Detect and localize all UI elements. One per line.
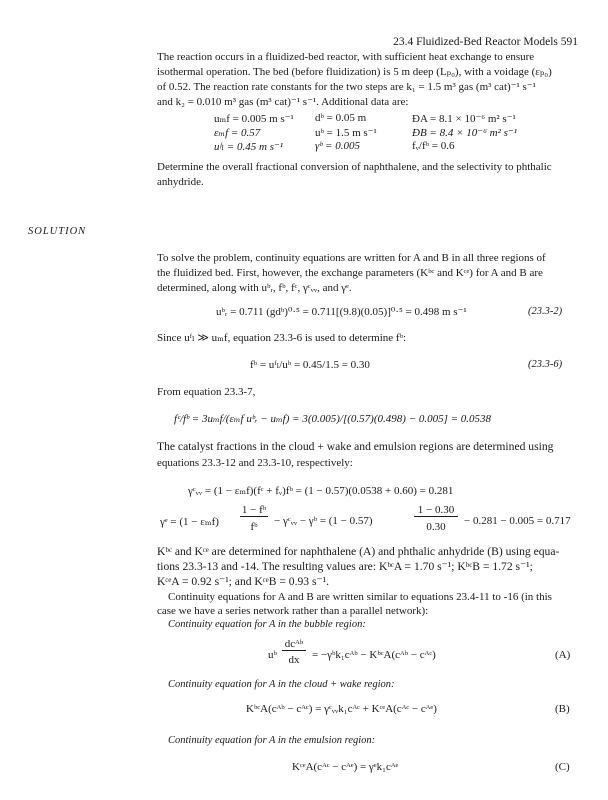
- solution-para-line-1: To solve the problem, continuity equations are written for A and B in all three regions of: [157, 252, 546, 264]
- kbc-line-1: Kᵇᶜ and Kᶜᵉ are determined for naphthalene (A) and phthalic anhydride (B) using equa-: [157, 545, 560, 558]
- catalyst-line-2: equations 23.3-12 and 23.3-10, respectively:: [157, 457, 353, 469]
- gamma-e-frac2-num: 1 − 0.30: [414, 504, 458, 517]
- gamma-e-frac-den: fᵇ: [250, 521, 258, 533]
- equation-number-23-3-2: (23.3-2): [528, 306, 563, 317]
- running-head: 23.4 Fluidized-Bed Reactor Models 591: [393, 36, 578, 48]
- bubble-rhs: = −γᵇk₁cᴬᵇ − KᵇᶜA(cᴬᵇ − cᴬᶜ): [312, 649, 436, 661]
- equation-ubr: uᵇᵣ = 0.711 (gdᵇ)⁰·⁵ = 0.711[(9.8)(0.05)]⁰·⁵ = 0.498 m s⁻¹: [216, 306, 467, 318]
- equation-label-a: (A): [555, 649, 571, 661]
- gamma-e-mid: − γᶜᵥᵥ − γᵇ = (1 − 0.57): [274, 515, 373, 527]
- equation-number-23-3-6: (23.3-6): [528, 359, 563, 370]
- data-gb: γᵇ = 0.005: [315, 140, 360, 152]
- equation-cloud: KᵇᶜA(cᴬᵇ − cᴬᶜ) = γᶜᵥᵥk₁cᴬᶜ + KᶜᵉA(cᴬᶜ − cᴬᵉ): [246, 703, 437, 715]
- bubble-frac-den: dx: [288, 654, 300, 666]
- data-emf: εₘf = 0.57: [214, 127, 261, 139]
- equation-bubble: [268, 638, 518, 670]
- equation-label-b: (B): [555, 703, 570, 715]
- bubble-region-label: Continuity equation for A in the bubble region:: [168, 619, 366, 630]
- data-da: ĐA = 8.1 × 10⁻⁶ m² s⁻¹: [412, 113, 516, 125]
- data-ufl: uᶠₗ = 0.45 m s⁻¹: [214, 141, 284, 153]
- gamma-e-rhs: − 0.281 − 0.005 = 0.717: [464, 515, 571, 527]
- equation-fb: fᵇ = uᶠₗ/uᵇ = 0.45/1.5 = 0.30: [250, 359, 370, 371]
- gamma-e-frac2-den: 0.30: [426, 521, 446, 533]
- bubble-frac-num: dcᴬᵇ: [282, 638, 306, 651]
- cloud-region-label: Continuity equation for A in the cloud + wake region:: [168, 679, 395, 690]
- data-fw: fᵥ/fᵇ = 0.6: [412, 140, 455, 152]
- data-db: dᵇ = 0.05 m: [315, 112, 367, 124]
- kbc-line-5: case we have a series network rather than a parallel network):: [157, 605, 429, 617]
- catalyst-line-1: The catalyst fractions in the cloud + wake and emulsion regions are determined using: [157, 440, 554, 453]
- determine-line-2: anhydride.: [157, 176, 204, 188]
- data-db2: ĐB = 8.4 × 10⁻⁶ m² s⁻¹: [412, 127, 518, 139]
- intro-line-3: of 0.52. The reaction rate constants for the two steps are k₁ = 1.5 m³ gas (m³ cat)⁻¹ s⁻¹: [157, 81, 536, 93]
- equation-gamma-cw: γᶜᵥᵥ = (1 − εₘf)(fᶜ + fᵥ)fᵇ = (1 − 0.57)(0.0538 + 0.60) = 0.281: [188, 485, 454, 497]
- solution-label: SOLUTION: [28, 226, 87, 237]
- intro-line-2: isothermal operation. The bed (before fluidization) is 5 m deep (Lₚ₀), with a voidage (εₚ₀): [157, 66, 552, 78]
- kbc-line-2: tions 23.3-13 and -14. The resulting values are: KᵇᶜA = 1.70 s⁻¹; KᵇᶜB = 1.72 s⁻¹;: [157, 560, 533, 573]
- data-ub: uᵇ = 1.5 m s⁻¹: [315, 127, 377, 139]
- from-line: From equation 23.3-7,: [157, 386, 256, 398]
- equation-fc: fᶜ/fᵇ = 3uₘf/(εₘf uᵇᵣ − uₘf) = 3(0.005)/[(0.57)(0.498) − 0.005] = 0.0538: [174, 413, 492, 425]
- solution-para-line-3: determined, along with uᵇᵣ, fᵇ, fᶜ, γᶜᵥᵥ, and γᵉ.: [157, 282, 352, 294]
- intro-line-1: The reaction occurs in a fluidized-bed reactor, with sufficient heat exchange to ensure: [157, 51, 535, 63]
- since-line: Since uᶠₗ ≫ uₘf, equation 23.3-6 is used to determine fᵇ:: [157, 332, 407, 344]
- bubble-lhs-prefix: uᵇ: [268, 649, 277, 661]
- intro-line-4: and k₂ = 0.010 m³ gas (m³ cat)⁻¹ s⁻¹. Additional data are:: [157, 96, 409, 108]
- kbc-line-3: KᶜᵉA = 0.92 s⁻¹; and KᶜᵉB = 0.93 s⁻¹.: [157, 575, 330, 588]
- solution-para-line-2: the fluidized bed. First, however, the exchange parameters (Kᵇᶜ and Kᶜᵉ) for A and B are: [157, 267, 543, 279]
- gamma-e-frac-num: 1 − fᵇ: [241, 504, 267, 516]
- equation-emulsion: KᶜᵉA(cᴬᶜ − cᴬᵉ) = γᵉk₁cᴬᵉ: [292, 761, 399, 773]
- determine-line-1: Determine the overall fractional conversion of naphthalene, and the selectivity to phthalic: [157, 161, 552, 173]
- data-umf: uₘf = 0.005 m s⁻¹: [214, 113, 294, 125]
- equation-label-c: (C): [555, 761, 570, 773]
- gamma-e-lhs: γᵉ = (1 − εₘf): [160, 516, 219, 528]
- kbc-line-4: Continuity equations for A and B are written similar to equations 23.4-11 to -16 (in this: [168, 591, 552, 603]
- emulsion-region-label: Continuity equation for A in the emulsion region:: [168, 735, 376, 746]
